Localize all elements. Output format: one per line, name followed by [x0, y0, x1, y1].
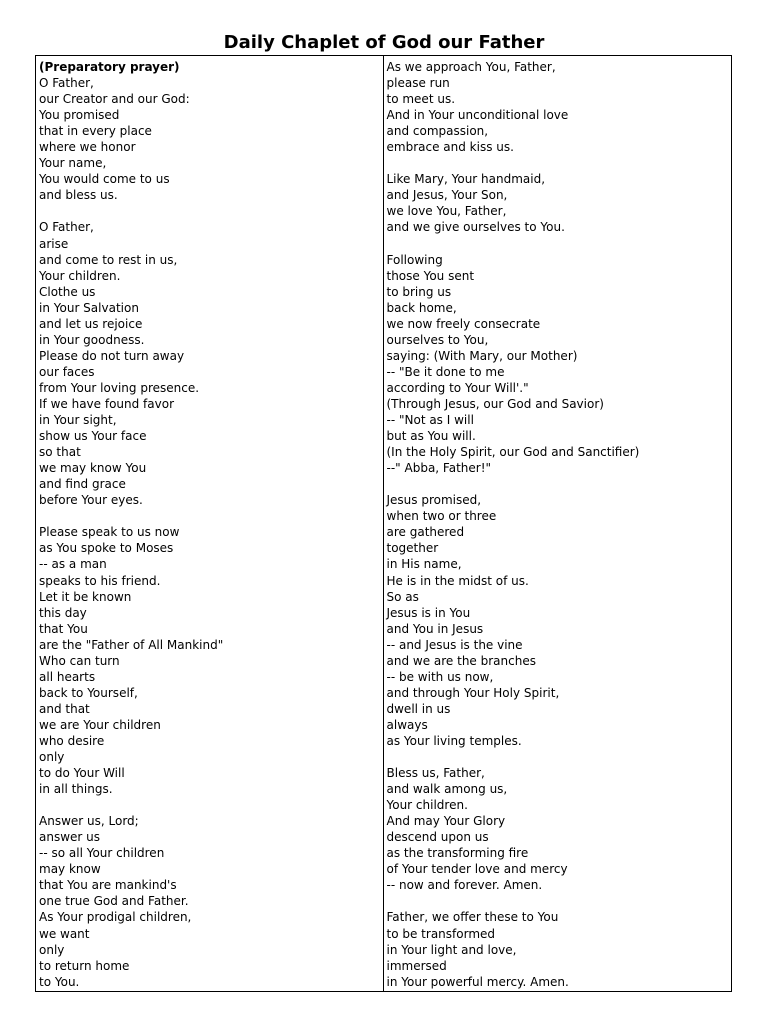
prayer-line: back home,	[386, 300, 457, 315]
prayer-line: to do Your Will	[39, 766, 125, 781]
prayer-line: in Your powerful mercy. Amen.	[386, 974, 569, 989]
prayer-line: back to Yourself,	[39, 685, 138, 700]
prayer-line: -- be with us now,	[386, 669, 494, 684]
prayer-line: to meet us.	[386, 92, 456, 107]
prayer-line: this day	[39, 605, 87, 620]
prayer-line: (Preparatory prayer)	[39, 60, 180, 74]
prayer-line: and bless us.	[39, 188, 118, 203]
prayer-line: and we are the branches	[386, 653, 536, 668]
prayer-line: Following	[386, 252, 443, 267]
prayer-line: in all things.	[39, 782, 113, 797]
prayer-line: according to Your Will'."	[386, 380, 529, 395]
blank-line	[39, 797, 383, 813]
prayer-line: to return home	[39, 958, 130, 973]
prayer-line: Your children.	[386, 798, 468, 813]
blank-line	[387, 155, 732, 171]
prayer-line: -- "Be it done to me	[386, 364, 505, 379]
prayer-line: And in Your unconditional love	[386, 108, 569, 123]
blank-line	[39, 508, 383, 524]
prayer-line: that You are mankind's	[39, 878, 177, 893]
prayer-line: to be transformed	[386, 926, 496, 941]
prayer-line: arise	[39, 236, 69, 251]
prayer-line: -- now and forever. Amen.	[386, 878, 543, 893]
prayer-line: we may know You	[39, 461, 147, 476]
prayer-line: together	[386, 541, 439, 556]
prayer-line: (In the Holy Spirit, our God and Sanctifier)	[386, 445, 640, 460]
prayer-line: And may Your Glory	[386, 814, 506, 829]
blank-line	[387, 749, 732, 765]
prayer-line: dwell in us	[386, 701, 451, 716]
blank-line	[387, 893, 732, 909]
prayer-line: saying: (With Mary, our Mother)	[386, 348, 578, 363]
document-title: Daily Chaplet of God our Father	[223, 32, 545, 53]
prayer-line: -- so all Your children	[39, 846, 165, 861]
prayer-line: descend upon us	[386, 830, 489, 845]
prayer-line: and compassion,	[386, 124, 489, 139]
prayer-line: in Your Salvation	[39, 300, 139, 315]
left-column	[36, 56, 384, 991]
prayer-line: all hearts	[39, 669, 96, 684]
prayer-line: our Creator and our God:	[39, 92, 190, 107]
prayer-line: Jesus is in You	[386, 605, 471, 620]
prayer-line: in Your light and love,	[386, 942, 517, 957]
prayer-line: as the transforming fire	[386, 846, 529, 861]
prayer-line: who desire	[39, 733, 105, 748]
prayer-line: and You in Jesus	[386, 621, 484, 636]
prayer-line: where we honor	[39, 140, 136, 155]
prayer-line: and through Your Holy Spirit,	[386, 685, 560, 700]
blank-line	[387, 236, 732, 252]
prayer-line: -- as a man	[39, 557, 107, 572]
prayer-line: Bless us, Father,	[386, 766, 485, 781]
prayer-line: and let us rejoice	[39, 316, 143, 331]
prayer-line: only	[39, 942, 65, 957]
blank-line	[387, 476, 732, 492]
prayer-line: speaks to his friend.	[39, 573, 161, 588]
prayer-line: to You.	[39, 974, 80, 989]
prayer-line: before Your eyes.	[39, 493, 143, 508]
prayer-line: embrace and kiss us.	[386, 140, 514, 155]
prayer-line: are gathered	[386, 525, 465, 540]
prayer-line: we love You, Father,	[386, 204, 507, 219]
prayer-line: and Jesus, Your Son,	[386, 188, 508, 203]
prayer-line: He is in the midst of us.	[386, 573, 529, 588]
prayer-line: our faces	[39, 364, 95, 379]
prayer-line: from Your loving presence.	[39, 380, 200, 395]
prayer-line: Your name,	[39, 156, 107, 171]
prayer-line: (Through Jesus, our God and Savior)	[386, 396, 604, 411]
blank-line	[39, 203, 383, 219]
prayer-line: please run	[386, 76, 450, 91]
prayer-line: one true God and Father.	[39, 894, 189, 909]
prayer-line: that You	[39, 621, 88, 636]
prayer-line: but as You will.	[386, 429, 476, 444]
prayer-line: and walk among us,	[386, 782, 508, 797]
prayer-line: As we approach You, Father,	[386, 60, 556, 74]
prayer-line: we now freely consecrate	[386, 316, 541, 331]
prayer-line: when two or three	[386, 509, 497, 524]
prayer-line: so that	[39, 445, 81, 460]
prayer-line: Please speak to us now	[39, 525, 180, 540]
prayer-line: Please do not turn away	[39, 348, 185, 363]
prayer-table	[35, 55, 732, 992]
prayer-line: and come to rest in us,	[39, 252, 178, 267]
prayer-line: and we give ourselves to You.	[386, 220, 565, 235]
prayer-line: always	[386, 717, 428, 732]
prayer-line: we are Your children	[39, 717, 161, 732]
prayer-line: in Your goodness.	[39, 332, 145, 347]
prayer-line: Let it be known	[39, 589, 132, 604]
prayer-line: --" Abba, Father!"	[386, 461, 492, 476]
prayer-line: show us Your face	[39, 429, 147, 444]
prayer-line: So as	[386, 589, 419, 604]
prayer-line: O Father,	[39, 220, 94, 235]
prayer-line: You promised	[39, 108, 120, 123]
prayer-line: of Your tender love and mercy	[386, 862, 568, 877]
prayer-line: answer us	[39, 830, 101, 845]
prayer-line: O Father,	[39, 76, 94, 91]
prayer-line: Who can turn	[39, 653, 120, 668]
prayer-line: may know	[39, 862, 101, 877]
prayer-line: Clothe us	[39, 284, 96, 299]
prayer-line: as You spoke to Moses	[39, 541, 174, 556]
prayer-line: only	[39, 750, 65, 765]
prayer-line: If we have found favor	[39, 396, 175, 411]
prayer-line: to bring us	[386, 284, 452, 299]
right-column	[384, 56, 732, 991]
prayer-line: in Your sight,	[39, 413, 117, 428]
prayer-line: Jesus promised,	[386, 493, 482, 508]
prayer-line: and find grace	[39, 477, 126, 492]
prayer-line: we want	[39, 926, 90, 941]
prayer-line: -- "Not as I will	[386, 413, 474, 428]
prayer-line: Your children.	[39, 268, 121, 283]
prayer-line: As Your prodigal children,	[39, 910, 192, 925]
prayer-line: Like Mary, Your handmaid,	[386, 172, 546, 187]
prayer-line: -- and Jesus is the vine	[386, 637, 523, 652]
prayer-line: ourselves to You,	[386, 332, 489, 347]
prayer-line: as Your living temples.	[386, 733, 522, 748]
prayer-line: and that	[39, 701, 90, 716]
prayer-line: You would come to us	[39, 172, 170, 187]
prayer-line: in His name,	[386, 557, 462, 572]
prayer-line: Answer us, Lord;	[39, 814, 139, 829]
prayer-line: that in every place	[39, 124, 152, 139]
prayer-line: immersed	[386, 958, 447, 973]
prayer-line: those You sent	[386, 268, 475, 283]
prayer-line: are the "Father of All Mankind"	[39, 637, 224, 652]
prayer-line: Father, we offer these to You	[386, 910, 559, 925]
